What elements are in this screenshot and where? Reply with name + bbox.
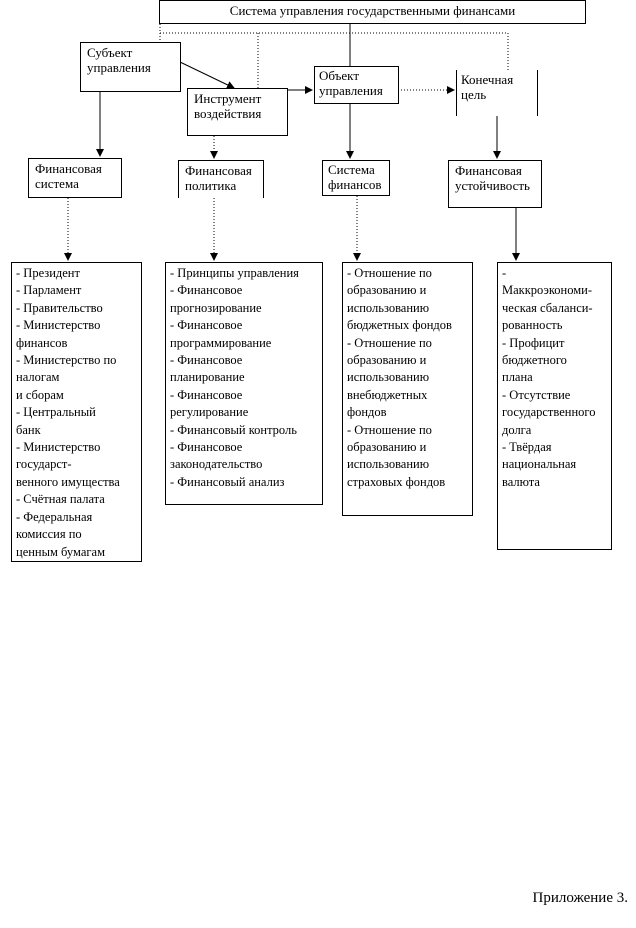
fin-system-label: Финансовая система xyxy=(35,161,102,191)
subject-label: Субъект управления xyxy=(87,45,151,75)
finances-system-box xyxy=(322,160,390,196)
object-box xyxy=(314,66,399,104)
policy-list: - Принципы управления - Финансовое прогнозирование - Финансовое программирование - Финансовое планирование - Финансовое регулирование - Финансовый контроль - Финансовое законодательство - Финансовый анализ xyxy=(170,266,299,489)
object-label: Объект управления xyxy=(319,68,383,98)
fin-policy-label: Финансовая политика xyxy=(185,163,252,193)
relations-list: - Отношение по образованию и использованию бюджетных фондов - Отношение по образованию и использованию внебюджетных фондов - Отношение по образованию и использованию страховых фондов xyxy=(347,266,452,489)
fin-system-box xyxy=(28,158,122,198)
stability-list-box xyxy=(497,262,612,550)
instrument-box xyxy=(187,88,288,136)
goal-label: Конечная цель xyxy=(461,72,514,102)
subject-list-box xyxy=(11,262,142,562)
relations-list-box xyxy=(342,262,473,516)
subject-to-instrument-arrow xyxy=(180,62,234,88)
fin-stability-box xyxy=(448,160,542,208)
subject-box xyxy=(80,42,181,92)
fin-stability-label: Финансовая устойчивость xyxy=(455,163,530,193)
fin-policy-box xyxy=(178,160,264,198)
instrument-label: Инструмент воздействия xyxy=(194,91,262,121)
subject-list: - Президент - Парламент - Правительство - Министерство финансов - Министерство по налогам и сборам - Центральный банк - Министерство государст- венного имущества - Счётная палата - Федеральная комиссия по ценным бумагам xyxy=(16,266,120,559)
stability-list: - Маккроэкономи- ческая сбаланси- рованность - Профицит бюджетного плана - Отсутствие государственного долга - Твёрдая национальная валюта xyxy=(502,266,596,489)
goal-box xyxy=(456,70,538,116)
appendix-label: Приложение 3. xyxy=(532,890,628,906)
finances-system-label: Система финансов xyxy=(328,162,382,192)
title-text: Система управления государственными финансами xyxy=(229,3,516,18)
policy-list-box xyxy=(165,262,323,505)
title-box xyxy=(159,0,586,24)
